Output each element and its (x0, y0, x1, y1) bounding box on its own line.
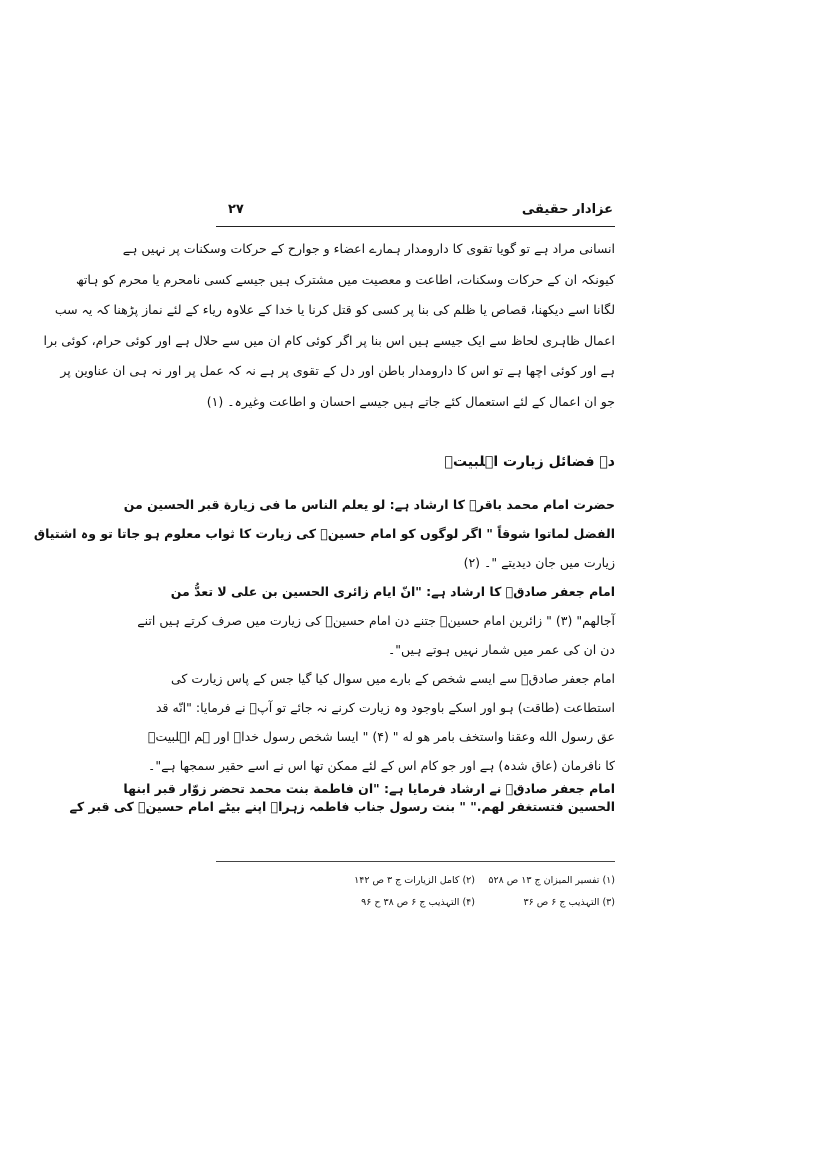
text-line: امام جعفر صادقؑ کا ارشاد ہے: "انّ ایام زائری الحسین بن علی لا تعدُّ من (170, 584, 615, 599)
footnote: (۳) التہذیب ج ۶ ص ۳۶ (523, 897, 615, 908)
text-line: کا نافرمان (عاق شدہ) ہے اور جو کام اس کے لئے ممکن تھا اس نے اسے حقیر سمجھا ہے"۔ (148, 758, 615, 773)
text-line: الفضل لماتوا شوقاً " اگر لوگوں کو امام حسینؑ کی زیارت کا ثواب معلوم ہو جاتا تو وہ اشتیاق (33, 526, 615, 541)
text-line: زیارت میں جان دیدیتے "۔ (۲) (463, 555, 615, 570)
footnote-row (216, 870, 615, 892)
text-line: امام جعفر صادقؑ سے ایسے شخص کے بارے میں سوال کیا گیا جس کے پاس زیارت کی (171, 671, 615, 686)
header-rule (216, 226, 615, 227)
section-heading: د۔ فضائل زیارت اہلبیتؑ (444, 454, 615, 470)
text-line: امام جعفر صادقؑ نے ارشاد فرمایا ہے: "ان فاطمة بنت محمد تحضر زوّار قبر ابنها (123, 781, 615, 796)
book-page (33, 198, 615, 908)
text-line: حضرت امام محمد باقرؑ کا ارشاد ہے: لو یعلم الناس ما فی زیارة قبر الحسین من (123, 497, 615, 512)
footnote: (۱) تفسیر المیزان ج ۱۳ ص ۵۲۸ (488, 875, 615, 886)
footnote-rule (216, 861, 615, 862)
footnote: (۲) کامل الزیارات ج ۳ ص ۱۴۲ (354, 875, 475, 886)
footnote: (۴) التہذیب ج ۶ ص ۳۸ ح ۹۶ (361, 897, 475, 908)
section-body (33, 490, 615, 816)
book-title: عزادار حقیقی (521, 202, 613, 217)
footnotes (216, 870, 615, 914)
text-line: جو ان اعمال کے لئے استعمال کئے جاتے ہیں جیسے احسان و اطاعت وغیرہ۔ (۱) (206, 393, 615, 409)
text-line: اعمال ظاہری لحاظ سے ایک جیسے ہیں اس بنا پر اگر کوئی کام ان میں سے حلال ہے اور کوئی حرام، کوئی برا (43, 332, 615, 348)
text-line: استطاعت (طاقت) ہو اور اسکے باوجود وہ زیارت کرنے نہ جائے تو آپؑ نے فرمایا: "انّه قد (155, 700, 615, 715)
text-line: الحسین فتستغفر لهم." " بنت رسول جناب فاطمہ زہراؑ اپنے بیٹے امام حسینؑ کی قبر کے (69, 799, 615, 814)
text-line: دن ان کی عمر میں شمار نہیں ہوتے ہیں"۔ (387, 642, 615, 657)
text-line: لگانا اسے دیکھنا، قصاص یا ظلم کی بنا پر کسی کو قتل کرنا یا خدا کے علاوہ ریاء کے لئے نماز پڑھنا کہ یہ سب (54, 302, 615, 317)
text-line: عق رسول الله وعقنا واستخف بامر هو له " (۴) " ایسا شخص رسول خداؐ اور ہم اہلبیتؑ (147, 729, 615, 744)
text-line: انسانی مراد ہے تو گویا تقوی کا دارومدار ہمارے اعضاء و جوارح کے حرکات وسکنات پر نہیں ہے (122, 241, 615, 256)
footnote-row (216, 892, 615, 914)
paragraph-1 (43, 234, 615, 417)
page-number: ۲۷ (228, 202, 244, 217)
text-line: کیونکہ ان کے حرکات وسکنات، اطاعت و معصیت میں مشترک ہیں جیسے کسی نامحرم یا محرم کو ہاتھ (75, 271, 615, 287)
text-line: ہے اور کوئی اچھا ہے تو اس کا دارومدار باطن اور دل کے تقوی پر ہے نہ کہ عمل پر اور نہ ہی ان عناوین پر (60, 363, 615, 378)
text-line: آجالهم" (۳) " زائرین امام حسینؑ جتنے دن امام حسینؑ کی زیارت میں صرف کرتے ہیں اتنے (137, 613, 615, 628)
